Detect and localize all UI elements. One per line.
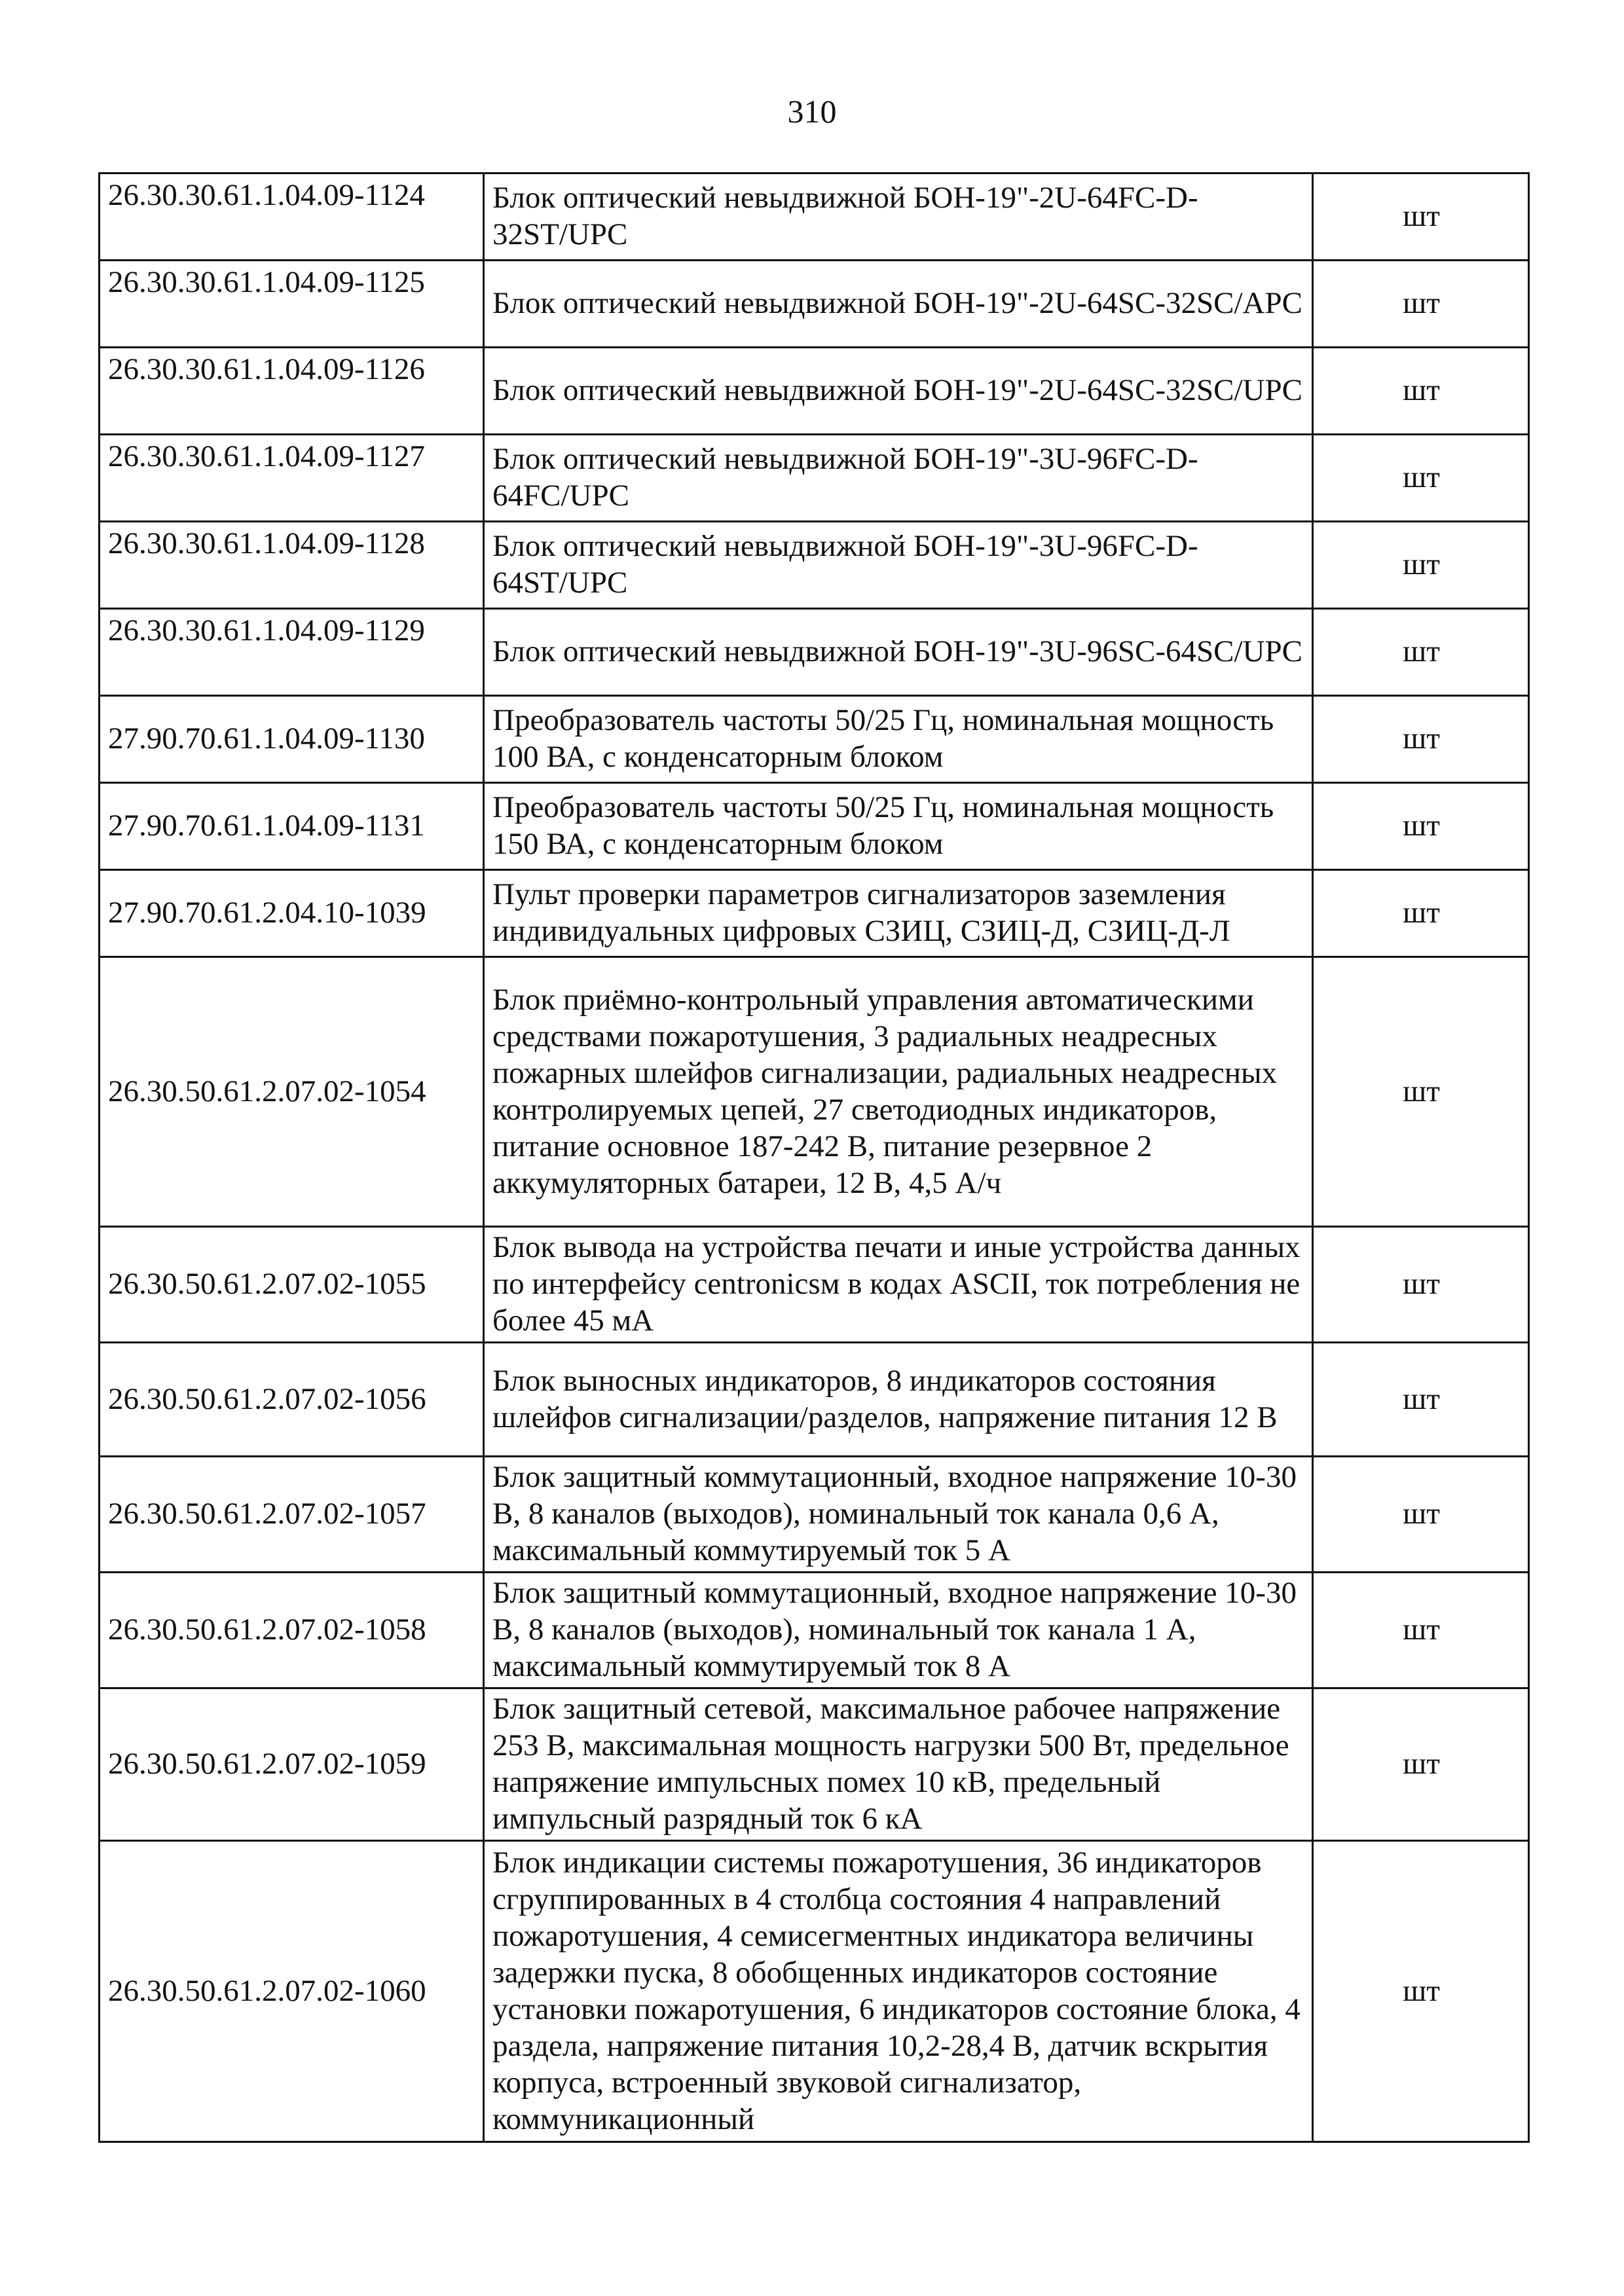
table-row: [100, 696, 1529, 783]
resource-name: Блок вывода на устройства печати и иные устройства данных по интерфейсу centronicsм в кодах ASCII, ток потребления не более 45 мА: [484, 1227, 1313, 1343]
resource-code: 26.30.30.61.1.04.09-1127: [100, 435, 484, 522]
table-row: [100, 1688, 1529, 1841]
table-row: [100, 522, 1529, 609]
resource-name: Блок оптический невыдвижной БОН-19"-2U-64FC-D-32ST/UPC: [484, 173, 1313, 261]
table-row: [100, 1343, 1529, 1457]
table-row: [100, 957, 1529, 1227]
resource-code: 27.90.70.61.2.04.10-1039: [100, 870, 484, 957]
page-number: 310: [787, 93, 837, 130]
table-row: [100, 1457, 1529, 1573]
table-row: [100, 783, 1529, 870]
resource-code: 26.30.30.61.1.04.09-1128: [100, 522, 484, 609]
resource-unit: шт: [1313, 696, 1529, 783]
resource-unit: шт: [1313, 348, 1529, 435]
resource-name: Блок индикации системы пожаротушения, 36 индикаторов сгруппированных в 4 столбца состояния 4 направлений пожаротушения, 4 семисегментных индикатора величины задержки пуска, 8 обобщенных индикаторов состояние установки пожаротушения, 6 индикаторов состояние блока, 4 раздела, напряжение питания 10,2-28,4 В, датчик вскрытия корпуса, встроенный звуковой сигнализатор, коммуникационный: [484, 1841, 1313, 2142]
resource-code: 26.30.50.61.2.07.02-1060: [100, 1841, 484, 2142]
resource-unit: шт: [1313, 1688, 1529, 1841]
resource-name: Блок оптический невыдвижной БОН-19"-3U-96FC-D-64ST/UPC: [484, 522, 1313, 609]
resource-code: 26.30.30.61.1.04.09-1124: [100, 173, 484, 261]
resource-name: Преобразователь частоты 50/25 Гц, номинальная мощность 100 ВА, с конденсаторным блоком: [484, 696, 1313, 783]
resource-name: Блок оптический невыдвижной БОН-19"-3U-96SC-64SC/UPC: [484, 609, 1313, 696]
resource-code: 26.30.50.61.2.07.02-1058: [100, 1573, 484, 1688]
resource-table: [98, 172, 1530, 2143]
resource-code: 26.30.50.61.2.07.02-1054: [100, 957, 484, 1227]
resource-name: Преобразователь частоты 50/25 Гц, номинальная мощность 150 ВА, с конденсаторным блоком: [484, 783, 1313, 870]
resource-unit: шт: [1313, 957, 1529, 1227]
resource-name: Блок приёмно-контрольный управления автоматическими средствами пожаротушения, 3 радиальных неадресных пожарных шлейфов сигнализации, радиальных неадресных контролируемых цепей, 27 светодиодных индикаторов, питание основное 187-242 В, питание резервное 2 аккумуляторных батареи, 12 В, 4,5 А/ч: [484, 957, 1313, 1227]
table-row: [100, 1573, 1529, 1688]
resource-code: 26.30.50.61.2.07.02-1059: [100, 1688, 484, 1841]
resource-code: 26.30.30.61.1.04.09-1125: [100, 261, 484, 348]
resource-unit: шт: [1313, 783, 1529, 870]
table-row: [100, 1227, 1529, 1343]
table-row: [100, 435, 1529, 522]
resource-code: 26.30.50.61.2.07.02-1057: [100, 1457, 484, 1573]
resource-name: Блок оптический невыдвижной БОН-19"-3U-96FC-D-64FC/UPC: [484, 435, 1313, 522]
resource-name: Пульт проверки параметров сигнализаторов заземления индивидуальных цифровых СЗИЦ, СЗИЦ-Д, СЗИЦ-Д-Л: [484, 870, 1313, 957]
resource-unit: шт: [1313, 1343, 1529, 1457]
resource-unit: шт: [1313, 435, 1529, 522]
table-row: [100, 609, 1529, 696]
resource-code: 27.90.70.61.1.04.09-1130: [100, 696, 484, 783]
resource-unit: шт: [1313, 1227, 1529, 1343]
resource-unit: шт: [1313, 1457, 1529, 1573]
resource-name: Блок защитный сетевой, максимальное рабочее напряжение 253 В, максимальная мощность нагрузки 500 Вт, предельное напряжение импульсных помех 10 кВ, предельный импульсный разрядный ток 6 кА: [484, 1688, 1313, 1841]
resource-unit: шт: [1313, 1841, 1529, 2142]
resource-unit: шт: [1313, 1573, 1529, 1688]
resource-name: Блок оптический невыдвижной БОН-19"-2U-64SC-32SC/APC: [484, 261, 1313, 348]
table-row: [100, 348, 1529, 435]
resource-unit: шт: [1313, 609, 1529, 696]
resource-unit: шт: [1313, 173, 1529, 261]
table-row: [100, 173, 1529, 261]
resource-unit: шт: [1313, 522, 1529, 609]
table-row: [100, 1841, 1529, 2142]
resource-code: 27.90.70.61.1.04.09-1131: [100, 783, 484, 870]
resource-code: 26.30.50.61.2.07.02-1056: [100, 1343, 484, 1457]
resource-code: 26.30.30.61.1.04.09-1129: [100, 609, 484, 696]
table-row: [100, 261, 1529, 348]
resource-unit: шт: [1313, 870, 1529, 957]
resource-name: Блок выносных индикаторов, 8 индикаторов состояния шлейфов сигнализации/разделов, напряжение питания 12 В: [484, 1343, 1313, 1457]
resource-unit: шт: [1313, 261, 1529, 348]
resource-name: Блок оптический невыдвижной БОН-19"-2U-64SC-32SC/UPC: [484, 348, 1313, 435]
resource-name: Блок защитный коммутационный, входное напряжение 10-30 В, 8 каналов (выходов), номинальный ток канала 0,6 А, максимальный коммутируемый ток 5 А: [484, 1457, 1313, 1573]
table-row: [100, 870, 1529, 957]
resource-code: 26.30.30.61.1.04.09-1126: [100, 348, 484, 435]
resource-code: 26.30.50.61.2.07.02-1055: [100, 1227, 484, 1343]
resource-name: Блок защитный коммутационный, входное напряжение 10-30 В, 8 каналов (выходов), номинальный ток канала 1 А, максимальный коммутируемый ток 8 А: [484, 1573, 1313, 1688]
